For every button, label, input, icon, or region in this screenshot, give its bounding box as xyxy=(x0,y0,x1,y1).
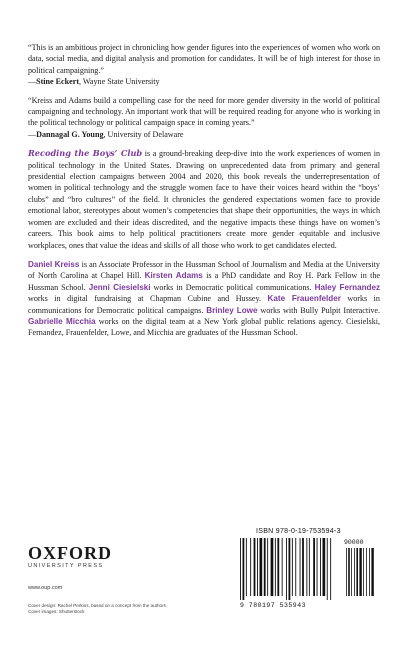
price-code: 90000 xyxy=(344,539,364,546)
barcode-digits: 9 780197 535943 xyxy=(240,602,307,609)
author-bios xyxy=(28,259,380,339)
author-name: Brinley Lowe xyxy=(206,305,258,315)
book-description-text: is a ground-breaking deep-dive into the work experiences of women in political technology in the United States. Drawing on unprecedented data from primary and general presidential election campaigns between 2004 and 2020, this book reveals the underrepresentation of women in political technology and the struggle women face to have their voices heard within the “boys’ clubs” and “bro cultures” of the field. It chronicles the gendered expectations women face to provide emotional labor, stereotypes about women’s competencies that shape their opportunities, the ways in which women are excluded and their ideas discredited, and the negative impacts these things have on women’s careers. This book aims to help political practitioners create more gender equitable and inclusive workplaces, ones that value the ideas and skills of all those who work to get candidates elected. xyxy=(28,149,381,250)
isbn-label: ISBN 978-0-19-753594-3 xyxy=(256,528,341,535)
author-name: Haley Fernandez xyxy=(314,282,381,292)
blurb-2 xyxy=(28,95,380,141)
author-bio: works in Democratic political communications. xyxy=(150,282,315,292)
author-name: Daniel Kreiss xyxy=(28,259,80,269)
blurb-1-name: Stine Eckert xyxy=(36,77,80,87)
blurb-1 xyxy=(28,42,380,88)
blurb-2-affiliation: , University of Delaware xyxy=(103,129,184,139)
publisher-url: www.oup.com xyxy=(28,585,63,591)
author-bio: works with Bully Pulpit Interactive. xyxy=(257,305,381,315)
author-bio: works in digital fundraising at Chapman Cubine and Hussey. xyxy=(28,294,268,304)
barcode-icon xyxy=(236,538,376,602)
author-bio: is an Associate Professor in the Hussman School of Journalism and Media at the University of North Carolina at Chapel Hill. xyxy=(28,259,380,281)
blurb-1-attribution: —Stine Eckert, Wayne State University xyxy=(28,77,160,87)
author-name: Kirsten Adams xyxy=(144,271,203,281)
isbn-barcode xyxy=(236,528,376,612)
author-bio: works in communications for Democratic political campaigns. xyxy=(28,294,380,315)
publisher-logo: OXFORD xyxy=(28,543,112,563)
publisher-subtitle: UNIVERSITY PRESS xyxy=(28,563,104,569)
blurb-2-name: Dannagal G. Young xyxy=(36,129,104,139)
author-bio: works on the digital team at a New York global public relations agency. Ciesielski, Fernandez, Frauenfelder, Lowe, and Micchia are graduates of the Hussman School. xyxy=(28,316,381,338)
book-description xyxy=(28,148,380,251)
author-name: Jenni Ciesielski xyxy=(88,282,151,292)
cover-text-column xyxy=(28,42,380,339)
author-name: Gabrielle Micchia xyxy=(28,316,96,326)
blurb-2-quote: “Kreiss and Adams build a compelling case for the need for more gender diversity in the world of political campaigning and technology. An important work that will be required reading for anyone who is working in the political technology or political campaign space in coming years.” xyxy=(28,95,380,128)
blurb-2-attribution: —Dannagal G. Young, University of Delaware xyxy=(28,129,184,139)
credit-design: Cover design: Rachel Perkins, based on a concept from the authors xyxy=(28,603,166,608)
credit-images: Cover images: Shutterstock xyxy=(28,609,85,614)
book-title: Recoding the Boys’ Club xyxy=(28,148,143,159)
author-name: Kate Frauenfelder xyxy=(267,294,341,304)
cover-credits xyxy=(28,603,188,615)
author-bio: is a PhD candidate and Roy H. Park Fellow in the Hussman School. xyxy=(28,271,380,292)
blurb-1-quote: “This is an ambitious project in chronicling how gender figures into the experiences of women who work on data, social media, and digital analysis and promotion for candidates. It will be of high interest for those in political campaigning.” xyxy=(28,43,380,75)
blurb-1-affiliation: , Wayne State University xyxy=(79,77,160,87)
publisher-block xyxy=(28,544,188,615)
